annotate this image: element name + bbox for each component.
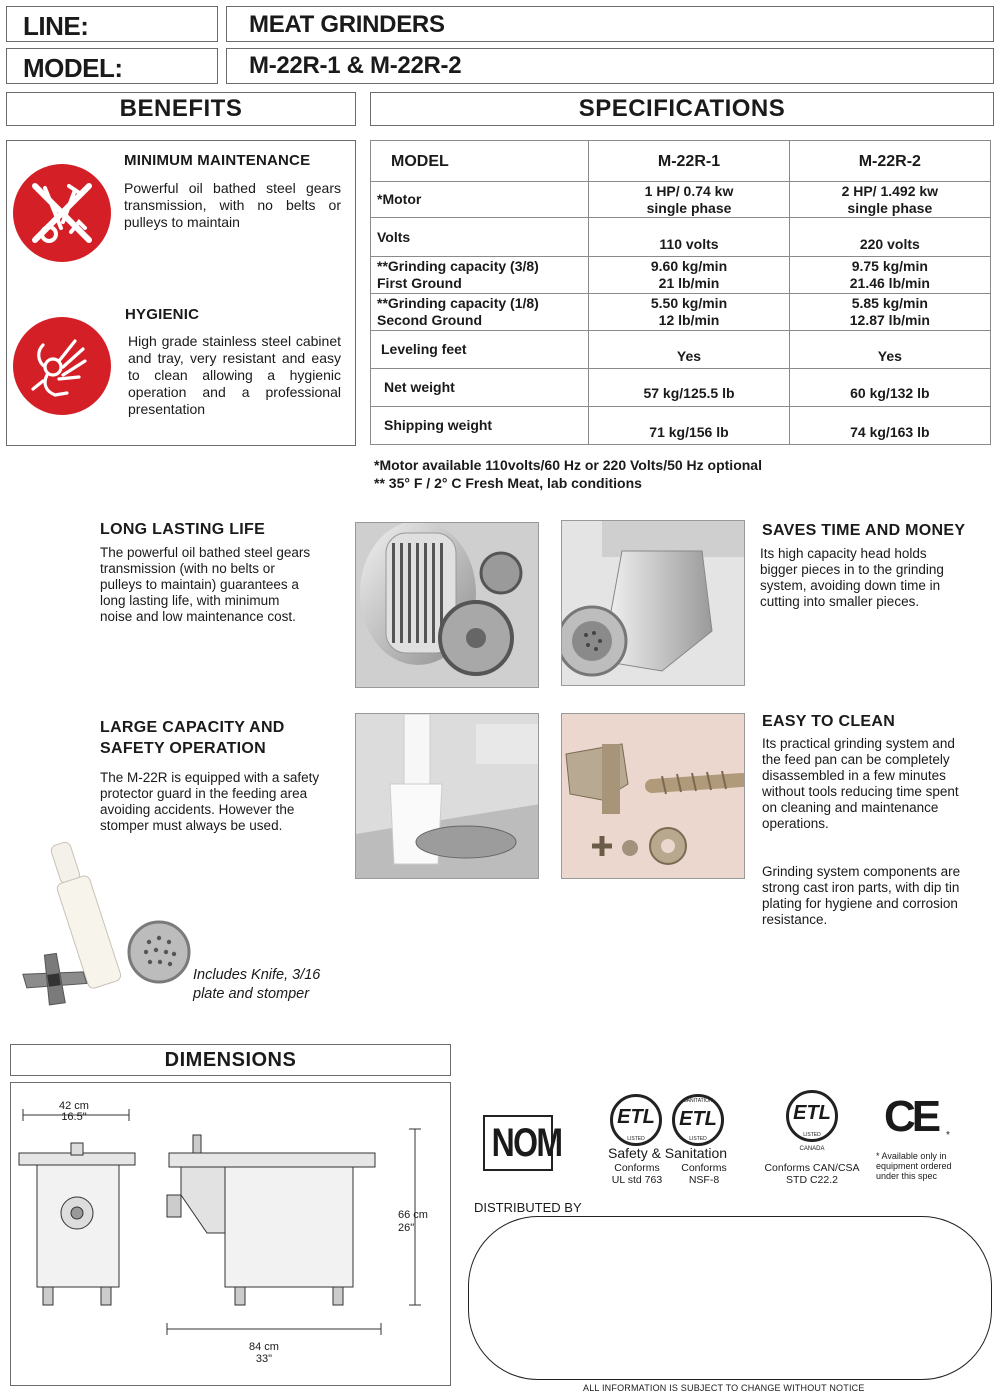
dimension-depth-in: 33" <box>255 1353 273 1365</box>
spec-header-m22r2: M-22R-2 <box>789 141 990 182</box>
spec-value: 2 HP/ 1.492 kw single phase <box>789 182 990 218</box>
dimension-height-cm: 66 cm <box>398 1209 428 1221</box>
canada-conforms: Conforms CAN/CSA STD C22.2 <box>764 1162 860 1186</box>
benefits-panel <box>6 140 356 446</box>
spec-header-m22r1: M-22R-1 <box>589 141 789 182</box>
dimension-height-in: 26" <box>398 1222 415 1234</box>
feature-heading-saves-time: SAVES TIME AND MONEY <box>762 522 966 539</box>
benefit-heading-maintenance: MINIMUM MAINTENANCE <box>124 152 311 169</box>
no-tools-icon <box>13 164 111 262</box>
etl-canada-logo <box>786 1090 838 1142</box>
ce-asterisk: * <box>946 1130 950 1141</box>
feature-text-long-life: The powerful oil bathed steel gears transmission (with no belts or pulleys to maintain) guarantees a long lasting life, with minimum noise and low maintenance cost. <box>100 545 311 624</box>
sanitation-text: SANITATION <box>683 1098 713 1104</box>
safety-conforms-ul: Conforms UL std 763 <box>611 1162 663 1186</box>
spec-value: 220 volts <box>789 218 990 257</box>
grinder-head-photo <box>561 520 745 686</box>
spec-label: **Grinding capacity (3/8) First Ground <box>371 257 589 294</box>
dimension-width-label <box>59 1101 89 1123</box>
spec-value: 110 volts <box>589 218 789 257</box>
spec-label: Shipping weight <box>371 407 589 445</box>
footer-disclaimer: ALL INFORMATION IS SUBJECT TO CHANGE WITHOUT NOTICE <box>583 1383 865 1393</box>
spec-header-model: MODEL <box>371 141 589 182</box>
benefit-text-hygienic: High grade stainless steel cabinet and tray, very resistant and easy to clean allowing a hygienic operation and a professional presentation <box>128 333 341 417</box>
benefit-text-maintenance: Powerful oil bathed steel gears transmission, with no belts or pulleys to maintain <box>124 180 341 230</box>
dimensions-title: DIMENSIONS <box>164 1049 297 1071</box>
nom-logo <box>483 1115 562 1171</box>
spec-value: 71 kg/156 lb <box>589 407 789 445</box>
spec-label: Volts <box>371 218 589 257</box>
etl-text: ETL <box>679 1108 717 1130</box>
feature-heading-capacity: LARGE CAPACITY AND SAFETY OPERATION <box>100 719 285 757</box>
dimension-width-cm: 42 cm <box>59 1100 89 1112</box>
dimensions-drawing <box>11 1083 452 1387</box>
model-value-box <box>226 48 994 84</box>
dimensions-panel <box>10 1082 451 1386</box>
spec-label: *Motor <box>371 182 589 218</box>
spec-value: 9.60 kg/min 21 lb/min <box>589 257 789 294</box>
spec-value: Yes <box>789 331 990 369</box>
specifications-title-box <box>370 92 994 126</box>
spec-label: **Grinding capacity (1/8) Second Ground <box>371 294 589 331</box>
spec-label: Net weight <box>371 369 589 407</box>
etl-sanitation-logo <box>672 1094 724 1146</box>
stomper-photo <box>355 713 539 879</box>
benefits-title: BENEFITS <box>119 95 243 122</box>
spec-value: 9.75 kg/min 21.46 lb/min <box>789 257 990 294</box>
spec-value: 57 kg/125.5 lb <box>589 369 789 407</box>
dimension-width-in: 16.5" <box>61 1111 87 1123</box>
dimension-depth-label <box>249 1341 279 1365</box>
model-label-box <box>6 48 218 84</box>
spec-label: Leveling feet <box>371 331 589 369</box>
distributor-box <box>468 1216 992 1380</box>
specifications-table <box>370 140 991 445</box>
spec-value: 60 kg/132 lb <box>789 369 990 407</box>
spec-header-row <box>371 141 991 182</box>
line-label-box <box>6 6 218 42</box>
ce-logo: CE <box>884 1092 938 1141</box>
line-label: LINE: <box>23 11 89 41</box>
feature-text-easy-clean: Its practical grinding system and the feed pan can be completely disassembled in a few minutes without tools reducing time spent on cleaning and maintenance operations. <box>762 736 959 831</box>
benefits-title-box <box>6 92 356 126</box>
spec-row-volts <box>371 218 991 257</box>
line-value-box <box>226 6 994 42</box>
spec-value: 5.50 kg/min 12 lb/min <box>589 294 789 331</box>
accessories-image <box>14 830 194 1010</box>
model-value: M-22R-1 & M-22R-2 <box>249 52 462 79</box>
spec-value: 1 HP/ 0.74 kw single phase <box>589 182 789 218</box>
benefit-heading-hygienic: HYGIENIC <box>125 306 200 323</box>
feature-heading-easy-clean: EASY TO CLEAN <box>762 713 896 730</box>
spec-row-grinding-first <box>371 257 991 294</box>
spec-note-motor: *Motor available 110volts/60 Hz or 220 Volts/50 Hz optional <box>374 457 762 473</box>
accessories-caption: Includes Knife, 3/16 plate and stomper <box>193 967 321 1002</box>
etl-listed-text: LISTED <box>689 1136 707 1142</box>
etl-text: ETL <box>793 1102 831 1124</box>
specifications-title: SPECIFICATIONS <box>578 95 786 122</box>
feature-heading-long-life: LONG LASTING LIFE <box>100 521 266 538</box>
feature-text-capacity: The M-22R is equipped with a safety protector guard in the feeding area avoiding accidents. However the stomper must always be used. <box>100 770 320 833</box>
spec-value: 5.85 kg/min 12.87 lb/min <box>789 294 990 331</box>
spec-row-leveling <box>371 331 991 369</box>
spec-row-net-weight <box>371 369 991 407</box>
dimensions-title-box <box>10 1044 451 1076</box>
ce-note: * Available only in equipment ordered under this spec <box>876 1151 952 1181</box>
canada-text: CANADA <box>799 1146 825 1152</box>
spec-row-grinding-second <box>371 294 991 331</box>
spec-row-motor <box>371 182 991 218</box>
spec-value: Yes <box>589 331 789 369</box>
distributed-by-label: DISTRIBUTED BY <box>474 1200 582 1215</box>
spec-value: 74 kg/163 lb <box>789 407 990 445</box>
spec-row-shipping-weight <box>371 407 991 445</box>
etl-listed-text: LISTED <box>803 1132 821 1138</box>
line-value: MEAT GRINDERS <box>249 11 445 38</box>
spec-note-grinding: ** 35° F / 2° C Fresh Meat, lab conditions <box>374 475 642 491</box>
dimension-height-label <box>398 1209 428 1235</box>
safety-sanitation-title: Safety & Sanitation <box>608 1145 728 1161</box>
feature-text-saves-time: Its high capacity head holds bigger pieces in to the grinding system, avoiding down time in cutting into smaller pieces. <box>760 546 944 609</box>
etl-listed-logo <box>610 1094 662 1146</box>
etl-listed-text: LISTED <box>627 1136 645 1142</box>
nom-text: NOM <box>491 1121 562 1165</box>
etl-text: ETL <box>617 1106 655 1128</box>
ok-hand-icon <box>13 317 111 415</box>
gears-photo <box>355 522 539 688</box>
safety-conforms-nsf: Conforms NSF-8 <box>681 1162 727 1186</box>
feature-text-easy-clean-2: Grinding system components are strong cast iron parts, with dip tin plating for hygiene and corrosion resistance. <box>762 864 961 927</box>
disassembled-parts-photo <box>561 713 745 879</box>
model-label: MODEL: <box>23 53 123 83</box>
dimension-depth-cm: 84 cm <box>249 1341 279 1353</box>
